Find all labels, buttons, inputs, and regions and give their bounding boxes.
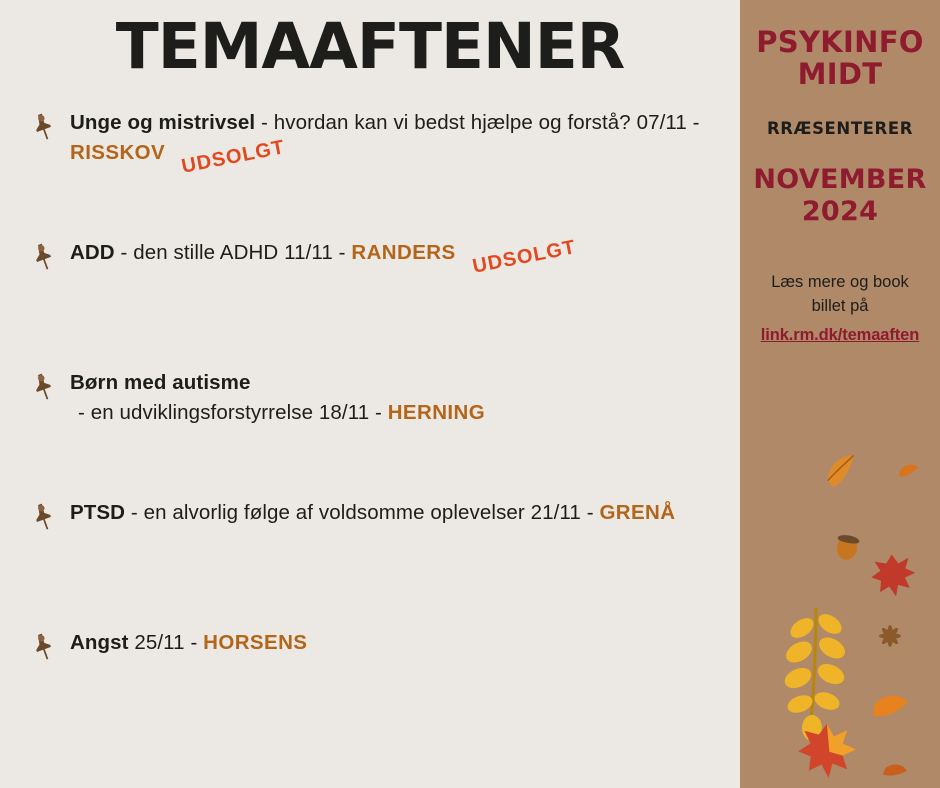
event-title: Unge og mistrivsel <box>70 111 256 135</box>
event-list <box>0 108 740 724</box>
star-anise-icon <box>879 625 901 647</box>
event-description: - en alvorlig følge af voldsomme oplevelser 21/11 - <box>125 501 600 525</box>
pushpin-icon <box>26 110 60 144</box>
page-title: TEMAAFTENER <box>115 10 625 83</box>
brand-name <box>750 26 930 91</box>
maple-leaf-icon <box>796 721 858 780</box>
poster-sidebar <box>740 0 940 788</box>
autumn-leaves-decoration <box>740 440 940 788</box>
pushpin-icon <box>26 630 60 664</box>
presents-label: RRÆSENTERER <box>766 118 914 138</box>
event-description: - en udviklingsforstyrrelse 18/11 - <box>78 401 388 425</box>
event-title: Børn med autisme <box>70 371 251 395</box>
brand-line-2: MIDT <box>797 57 883 92</box>
status-badge: UDSOLGT <box>179 136 287 179</box>
readmore-line-2: billet på <box>811 297 869 316</box>
leaf-icon <box>822 453 862 488</box>
event-title: PTSD <box>70 501 126 525</box>
event-description: - den stille ADHD 11/11 - <box>114 241 352 265</box>
list-item <box>0 238 740 334</box>
date-block <box>750 164 930 228</box>
list-item <box>0 108 740 204</box>
list-item <box>0 498 740 594</box>
event-text <box>70 368 720 429</box>
event-location: RISSKOV <box>70 141 166 165</box>
month-label: NOVEMBER <box>753 163 927 195</box>
event-text <box>70 108 720 179</box>
list-item <box>0 628 740 724</box>
maple-leaf-icon <box>868 551 919 600</box>
compound-leaf-icon <box>782 608 849 741</box>
acorn-icon <box>834 534 860 562</box>
event-text <box>70 628 720 658</box>
booking-link[interactable]: link.rm.dk/temaaften <box>760 326 920 345</box>
event-text <box>70 498 720 528</box>
status-badge: UDSOLGT <box>470 236 578 278</box>
leaf-icon <box>871 690 908 725</box>
pushpin-icon <box>26 370 60 404</box>
event-subline <box>70 398 720 428</box>
event-description: 25/11 - <box>128 631 204 655</box>
event-description: - hvordan kan vi bedst hjælpe og forstå? 07/11 - <box>255 111 700 135</box>
event-location: HERNING <box>387 401 486 425</box>
event-location: HORSENS <box>203 631 308 655</box>
pushpin-icon <box>26 240 60 274</box>
event-location: RANDERS <box>351 241 456 265</box>
event-title: ADD <box>70 241 115 265</box>
event-location: GRENÅ <box>599 501 676 525</box>
brand-line-1: PSYKINFO <box>756 25 924 59</box>
leaf-icon <box>898 462 918 481</box>
year-label: 2024 <box>801 195 879 227</box>
leaf-icon <box>882 759 908 783</box>
readmore-text <box>750 270 930 348</box>
event-text <box>70 236 720 278</box>
list-item <box>0 368 740 464</box>
pushpin-icon <box>26 500 60 534</box>
event-title: Angst <box>70 631 129 655</box>
readmore-line-1: Læs mere og book <box>771 272 909 291</box>
